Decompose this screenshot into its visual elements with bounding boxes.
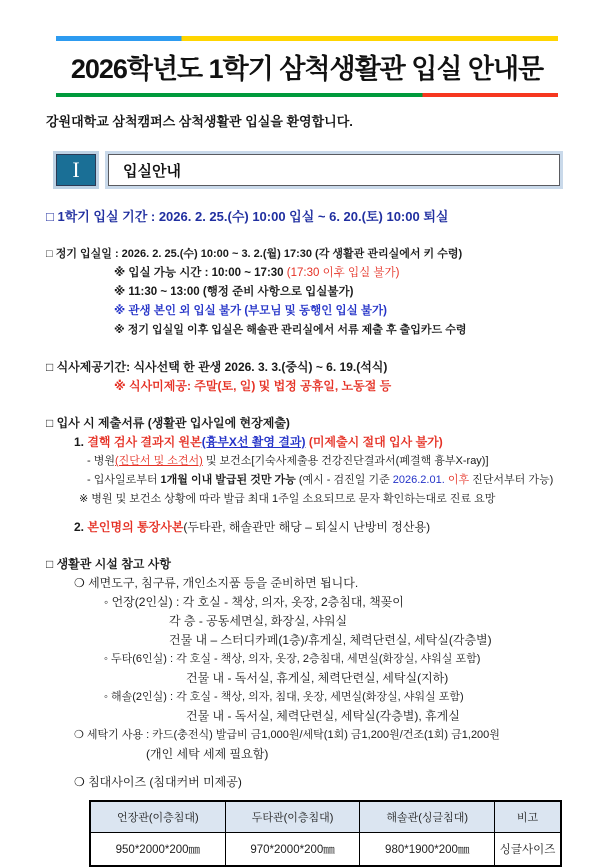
text-segment: □ 입사 시 제출서류 (생활관 입사일에 현장제출) [46, 416, 290, 430]
text-segment: 1. [74, 435, 88, 449]
bed-size-table [89, 800, 562, 867]
meal-period-heading [46, 358, 562, 377]
eonjang-room-line [46, 593, 562, 612]
table-data-row [90, 833, 561, 867]
laundry-detergent-line [46, 745, 562, 764]
text-segment: 이후 [444, 474, 470, 486]
text-segment: ※ 관생 본인 외 입실 불가 (부모님 및 동행인 입실 불가) [114, 305, 387, 317]
table-header-haesol: 해솔관(싱글침대) [360, 801, 495, 833]
table-header-eonjang: 언장관(이층침대) [90, 801, 225, 833]
text-segment: 및 보건소[기숙사제출용 건강진단결과서(폐결핵 흉부X-ray)] [202, 455, 489, 467]
section-numeral-badge: I [56, 154, 96, 186]
table-header-note: 비고 [495, 801, 561, 833]
banner-bottom-bar [56, 93, 558, 97]
text-segment: - 입사일로부터 [87, 474, 161, 486]
section-header [56, 154, 560, 186]
text-segment: □ 정기 입실일 : 2026. 2. 25.(수) 10:00 ~ 3. 2.(월) 17:30 (각 생활관 관리실에서 키 수령) [46, 248, 463, 260]
welcome-text: 강원대학교 삼척캠퍼스 삼척생활관 입실을 환영합니다. [46, 114, 353, 129]
text-segment: 각 층 - 공동세면실, 화장실, 샤워실 [169, 614, 348, 628]
issuance-notice-line [46, 490, 562, 509]
text-segment: ※ 병원 및 보건소 상황에 따라 발급 최대 1주일 소요되므로 문자 확인하는대로 진료 요망 [79, 493, 496, 505]
section-title-box [108, 154, 560, 186]
table-cell-note: 싱글사이즈 [495, 833, 561, 867]
eonjang-floor-line [46, 612, 562, 631]
resident-only-line [46, 302, 562, 321]
table-cell-haesol-size: 980*1900*200㎜ [360, 833, 495, 867]
section-title: 입실안내 [123, 162, 181, 180]
text-segment: (진단서 및 소견서) [114, 455, 203, 467]
table-header-row [90, 801, 561, 833]
text-segment: ◦ 두타(6인실) : 각 호실 - 책상, 의자, 옷장, 2층침대, 세면실(화장실, 샤워실 포함) [104, 653, 481, 665]
title-banner [56, 36, 558, 97]
haesol-room-line [46, 688, 562, 707]
text-segment: - 병원 [87, 455, 115, 467]
text-segment: ※ 입실 가능 시간 : 10:00 ~ 17:30 [114, 267, 287, 279]
text-segment: 건물 내 - 독서실, 휴게실, 체력단련실, 세탁실(지하) [186, 671, 449, 685]
text-segment: □ 식사제공기간: 식사선택 한 관생 2026. 3. 3.(중식) ~ 6. 19.(석식) [46, 360, 388, 374]
eonjang-building-line [46, 631, 562, 650]
duta-room-line [46, 650, 562, 669]
page-title: 2026학년도 1학기 삼척생활관 입실 안내문 [70, 54, 544, 84]
text-segment: ※ 식사미제공: 주말(토, 일) 및 법정 공휴일, 노동절 등 [114, 379, 392, 393]
table-header-duta: 두타관(이층침대) [225, 801, 360, 833]
text-segment: 2026.2.01. [392, 474, 445, 486]
semester-period-line [46, 206, 562, 227]
text-segment: (미제출시 절대 입사 불가) [308, 435, 443, 449]
checkin-hours-line [46, 264, 562, 283]
text-segment: ❍ 세면도구, 침구류, 개인소지품 등을 준비하면 됩니다. [74, 576, 359, 590]
text-segment: ※ 11:30 ~ 13:00 (행정 준비 사항으로 입실불가) [114, 286, 354, 298]
text-segment: (개인 세탁 세제 필요함) [146, 747, 269, 761]
duta-building-line [46, 669, 562, 688]
table-cell-duta-size: 970*2000*200㎜ [225, 833, 360, 867]
text-segment: □ 생활관 시설 참고 사항 [46, 557, 171, 571]
lunch-break-line [46, 283, 562, 302]
text-segment: 1개월 이내 발급된 것만 가능 [160, 474, 296, 486]
regular-checkin-heading [46, 245, 562, 264]
text-segment: (예시 - 검진일 기준 [295, 474, 393, 486]
table-cell-eonjang-size: 950*2000*200㎜ [90, 833, 225, 867]
text-segment: 본인명의 통장사본 [87, 520, 184, 534]
text-segment: 진단서부터 가능) [469, 474, 554, 486]
text-segment: (흉부X선 촬영 결과) [201, 435, 306, 449]
text-segment: 2. [74, 520, 88, 534]
text-segment: ◦ 언장(2인실) : 각 호실 - 책상, 의자, 옷장, 2층침대, 책꽂이 [104, 595, 404, 609]
facility-heading [46, 555, 562, 574]
haesol-building-line [46, 707, 562, 726]
text-segment: ※ 정기 입실일 이후 입실은 해솔관 관리실에서 서류 제출 후 출입카드 수령 [114, 324, 467, 336]
bankbook-line [46, 518, 562, 537]
documents-heading [46, 414, 562, 433]
text-segment: (두타관, 해솔관만 해당 – 퇴실시 난방비 정산용) [183, 520, 431, 534]
text-segment: (17:30 이후 입실 불가) [286, 267, 400, 279]
bed-size-line [46, 773, 562, 792]
late-checkin-line [46, 321, 562, 340]
text-segment: 건물 내 - 독서실, 체력단련실, 세탁실(각층별), 휴게실 [186, 709, 460, 723]
text-segment: ❍ 침대사이즈 (침대커버 미제공) [74, 775, 242, 789]
text-segment: □ 1학기 입실 기간 : 2026. 2. 25.(수) 10:00 입실 ~ 6. 20.(토) 10:00 퇴실 [46, 209, 449, 224]
text-segment: 건물 내 – 스터디카페(1층)/휴게실, 체력단련실, 세탁실(각층별) [169, 633, 492, 647]
no-meal-line [46, 377, 562, 396]
document-body [46, 206, 562, 792]
hospital-docs-line [46, 452, 562, 471]
laundry-line [46, 726, 562, 745]
tb-test-line [46, 433, 562, 452]
text-segment: ◦ 해솔(2인실) : 각 호실 - 책상, 의자, 침대, 옷장, 세면실(화장실, 샤워실 포함) [104, 691, 464, 703]
issue-date-line [46, 471, 562, 490]
text-segment: ❍ 세탁기 사용 : 카드(충전식) 발급비 금1,000원/세탁(1회) 금1,200원/건조(1회) 금1,200원 [74, 729, 500, 741]
personal-items-line [46, 574, 562, 593]
text-segment: 결핵 검사 결과지 원본 [87, 435, 202, 449]
